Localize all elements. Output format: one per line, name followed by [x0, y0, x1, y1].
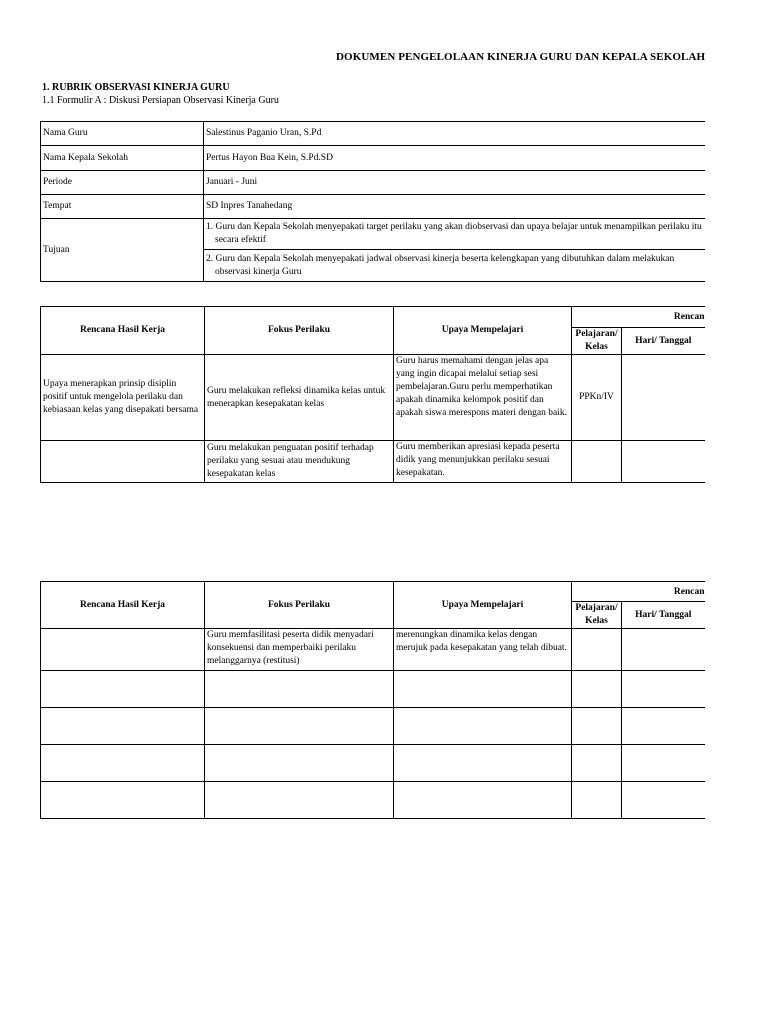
header-upaya-mempelajari: Upaya Mempelajari — [394, 307, 572, 355]
info-value: SD Inpres Tanahedang — [204, 195, 705, 219]
info-row-tujuan-1 — [41, 219, 705, 250]
cell-rencana: Upaya menerapkan prinsip disiplin positif untuk mengelola perilaku dan kebiasaan kelas yang disepakati bersama — [41, 355, 205, 441]
cell-hari — [622, 629, 705, 671]
cell-fokus: Guru melakukan refleksi dinamika kelas untuk menerapkan kesepakatan kelas — [205, 355, 394, 441]
cell-rencana — [41, 441, 205, 483]
table-row — [41, 708, 705, 745]
table-row — [41, 629, 705, 671]
info-row-tempat — [41, 195, 705, 219]
cell-hari — [622, 441, 705, 483]
tujuan-item: 2. Guru dan Kepala Sekolah menyepakati jadwal observasi kinerja beserta kelengkapan yang dibutuhkan dalam melakukan observasi kinerja Guru — [204, 250, 705, 282]
header-rencana-hasil-kerja: Rencana Hasil Kerja — [41, 307, 205, 355]
table-row — [41, 441, 705, 483]
info-value: Pertus Hayon Bua Kein, S.Pd.SD — [204, 146, 705, 171]
cell-upaya: Guru harus memahami dengan jelas apa yang ingin dicapai melalui setiap sesi pembelajaran.Guru perlu memperhatikan apakah dinamika kelompok positif dan apakah siswa merespons materi dengan baik. — [394, 355, 572, 441]
table-row — [41, 782, 705, 819]
info-label: Tempat — [41, 195, 204, 219]
cell-rencana — [41, 629, 205, 671]
header-rencana — [572, 307, 705, 328]
info-label: Tujuan — [41, 219, 204, 282]
form-subtitle: 1.1 Formulir A : Diskusi Persiapan Observasi Kinerja Guru — [42, 95, 279, 106]
header-upaya-mempelajari: Upaya Mempelajari — [394, 582, 572, 629]
header-hari-tanggal: Hari/ Tanggal — [622, 602, 705, 629]
cell-fokus: Guru memfasilitasi peserta didik menyadari konsekuensi dan memperbaiki perilaku melanggarnya (restitusi) — [205, 629, 394, 671]
header-rencana — [572, 582, 705, 602]
table-row — [41, 355, 705, 441]
header-rencana-hasil-kerja: Rencana Hasil Kerja — [41, 582, 205, 629]
cell-pelajaran: PPKn/IV — [572, 355, 622, 441]
cell-pelajaran — [572, 441, 622, 483]
info-row-kepala-sekolah — [41, 146, 705, 171]
plan-table-2 — [40, 581, 705, 819]
header-pelajaran-kelas: Pelajaran/ Kelas — [572, 602, 622, 629]
cell-fokus: Guru melakukan penguatan positif terhadap perilaku yang sesuai atau mendukung kesepakatan kelas — [205, 441, 394, 483]
info-label: Nama Kepala Sekolah — [41, 146, 204, 171]
info-value: Salestinus Paganio Uran, S.Pd — [204, 122, 705, 146]
info-table — [40, 121, 705, 282]
header-pelajaran-kelas: Pelajaran/ Kelas — [572, 328, 622, 355]
info-value: Januari - Juni — [204, 171, 705, 195]
header-fokus-perilaku: Fokus Perilaku — [205, 307, 394, 355]
header-hari-tanggal: Hari/ Tanggal — [622, 328, 705, 355]
cell-pelajaran — [572, 629, 622, 671]
header-rencana-label: Rencan — [673, 312, 705, 322]
header-fokus-perilaku: Fokus Perilaku — [205, 582, 394, 629]
info-row-periode — [41, 171, 705, 195]
section-title: 1. RUBRIK OBSERVASI KINERJA GURU — [42, 82, 230, 93]
cell-upaya: Guru memberikan apresiasi kepada peserta didik yang menunjukkan perilaku sesuai kesepakatan. — [394, 441, 572, 483]
info-label: Periode — [41, 171, 204, 195]
table-row — [41, 745, 705, 782]
cell-hari — [622, 355, 705, 441]
info-row-nama-guru — [41, 122, 705, 146]
plan-table-1 — [40, 306, 705, 483]
plan-header-row — [41, 307, 705, 328]
plan-header-row — [41, 582, 705, 602]
info-label: Nama Guru — [41, 122, 204, 146]
tujuan-item: 1. Guru dan Kepala Sekolah menyepakati target perilaku yang akan diobservasi dan upaya belajar untuk menampilkan perilaku itu secara efektif — [204, 219, 705, 250]
table-row — [41, 671, 705, 708]
header-rencana-label: Rencan — [673, 587, 705, 597]
document-title: DOKUMEN PENGELOLAAN KINERJA GURU DAN KEPALA SEKOLAH — [336, 51, 706, 63]
cell-upaya: merenungkan dinamika kelas dengan merujuk pada kesepakatan yang telah dibuat. — [394, 629, 572, 671]
